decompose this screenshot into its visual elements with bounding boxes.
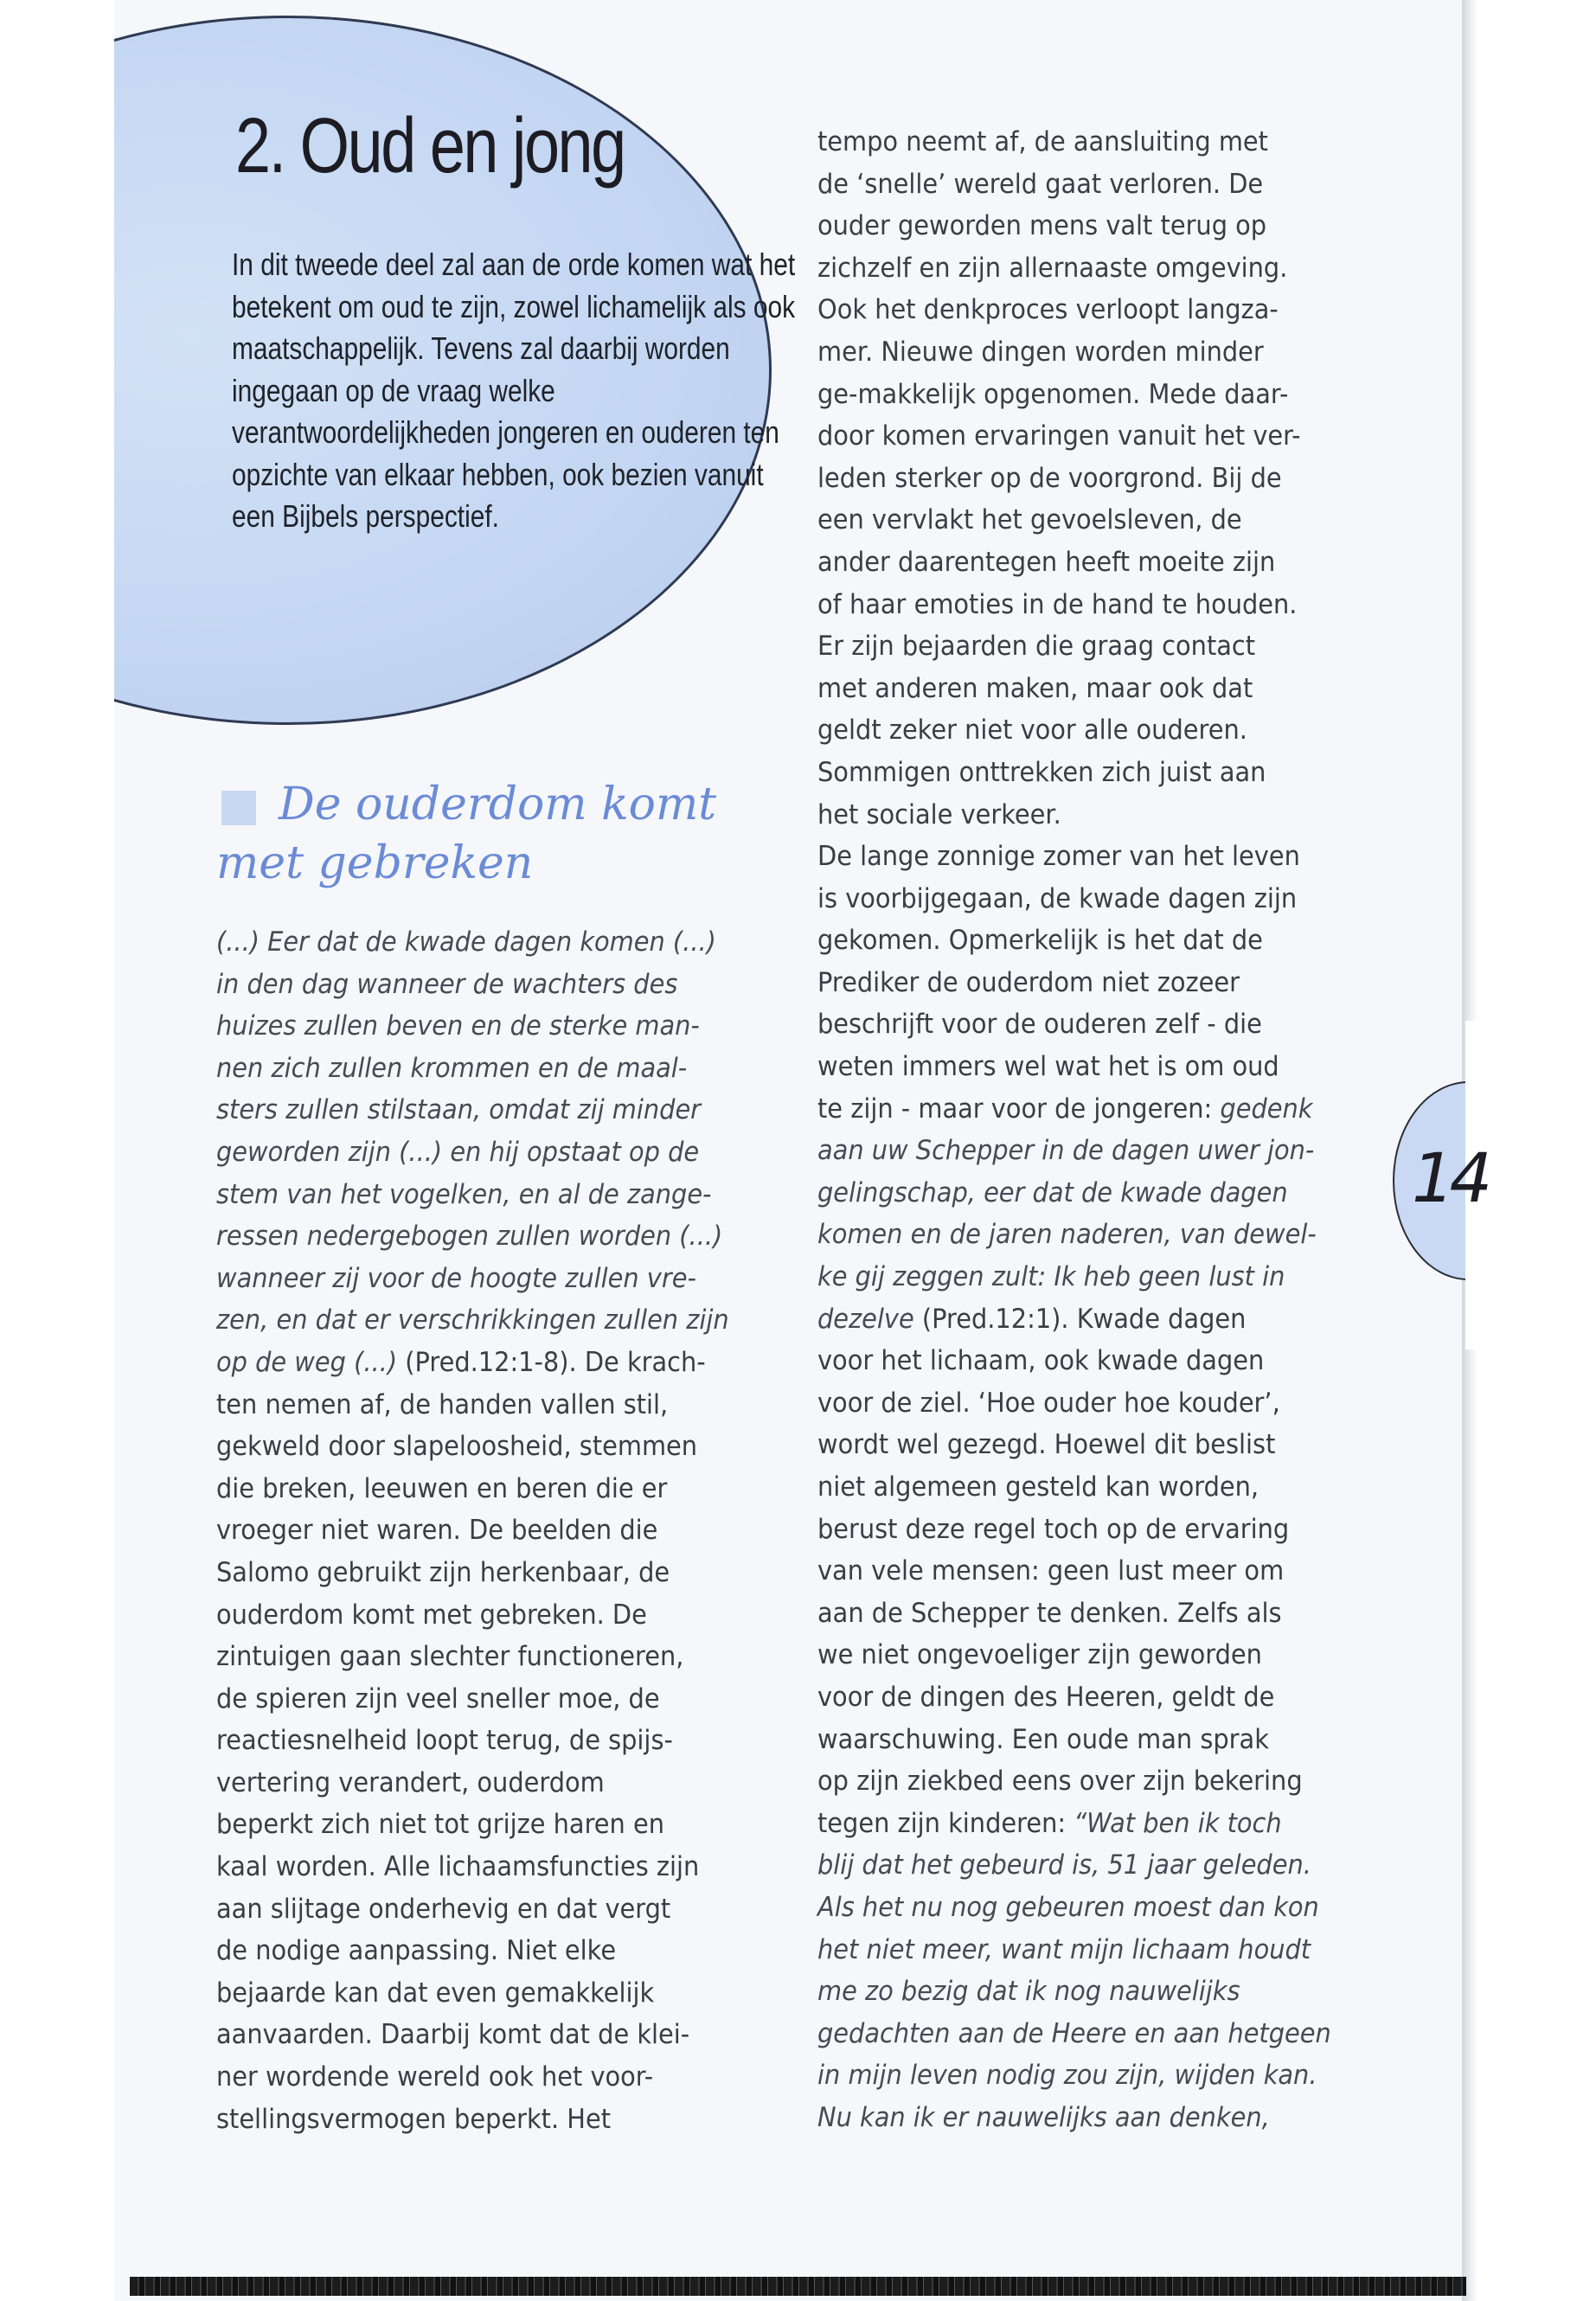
text-run: een vervlakt het gevoelsleven, de (817, 504, 1242, 536)
text-line (817, 1887, 1331, 1929)
text-line (817, 542, 1331, 584)
text-run: gekweld door slapeloosheid, stemmen (216, 1431, 698, 1463)
text-run: stellingsvermogen beperkt. Het (216, 2103, 612, 2135)
left-text-column (216, 921, 729, 2140)
text-line (817, 1634, 1331, 1676)
italic-run: Nu kan ik er nauwelijks aan denken, (817, 2101, 1270, 2133)
italic-run: stem van het vogelken, en al de zange- (216, 1178, 712, 1210)
text-line (817, 499, 1331, 542)
text-run: op zijn ziekbed eens over zijn bekering (817, 1766, 1303, 1798)
text-run: geldt zeker niet voor alle ouderen. (817, 715, 1247, 747)
text-run: mer. Nieuwe dingen worden minder (817, 336, 1264, 368)
text-line (216, 2014, 729, 2056)
text-run: voor de ziel. ‘Hoe ouder hoe kouder’, (817, 1387, 1280, 1419)
text-line (817, 1340, 1331, 1382)
text-run: berust deze regel toch op de ervaring (817, 1513, 1290, 1545)
text-line (216, 1426, 729, 1468)
text-run: ner wordende wereld ook het voor- (216, 2061, 654, 2093)
text-line (216, 921, 729, 964)
text-line (216, 964, 729, 1006)
text-run: voor de dingen des Heeren, geldt de (817, 1681, 1275, 1713)
text-line (216, 1804, 729, 1846)
text-line (216, 1342, 729, 1384)
text-line (817, 205, 1331, 247)
italic-run: “Wat ben ik toch (1074, 1807, 1282, 1839)
text-line (817, 836, 1331, 878)
text-run: wordt wel gezegd. Hoewel dit beslist (817, 1429, 1276, 1461)
text-run: kaal worden. Alle lichaamsfuncties zijn (216, 1851, 700, 1883)
text-line (216, 1089, 729, 1131)
text-line (216, 1384, 729, 1426)
italic-run: wanneer zij voor de hoogte zullen vre- (216, 1262, 696, 1294)
italic-run: gedenk (1220, 1093, 1313, 1125)
text-run: gekomen. Opmerkelijk is het dat de (817, 925, 1263, 957)
text-run: Ook het denkproces verloopt langza- (817, 294, 1279, 326)
text-line (817, 1803, 1331, 1845)
italic-run: ressen nedergebogen zullen worden (...) (216, 1221, 723, 1253)
text-line (216, 1636, 729, 1678)
text-run: de spieren zijn veel sneller moe, de (216, 1682, 660, 1715)
text-run: waarschuwing. Een oude man sprak (817, 1723, 1269, 1755)
text-run: aan de Schepper te denken. Zelfs als (817, 1597, 1282, 1629)
text-line (817, 1382, 1331, 1425)
text-line (817, 1971, 1331, 2013)
section-title: 2. Oud en jong (235, 103, 625, 189)
text-line (216, 1594, 729, 1637)
italic-run: aan uw Schepper in de dagen uwer jon- (817, 1135, 1315, 1167)
text-line (817, 878, 1331, 920)
text-line (216, 1720, 729, 1762)
text-line (216, 1972, 729, 2015)
text-line (216, 1762, 729, 1804)
text-line (817, 752, 1331, 794)
text-run: Salomo gebruikt zijn herkenbaar, de (216, 1556, 670, 1588)
text-line (216, 1299, 729, 1342)
italic-run: zen, en dat er verschrikkingen zullen zijn (216, 1304, 729, 1336)
text-run: vertering verandert, ouderdom (216, 1766, 605, 1798)
text-line (817, 1929, 1331, 1971)
text-line (817, 1593, 1331, 1635)
italic-run: dezelve (817, 1303, 914, 1335)
text-run: ten nemen af, de handen vallen stil, (216, 1388, 669, 1420)
text-run: door komen ervaringen vanuit het ver- (817, 420, 1301, 452)
text-line (216, 1048, 729, 1090)
text-run: voor het lichaam, ook kwade dagen (817, 1345, 1265, 1377)
text-run: tegen zijn kinderen: (817, 1807, 1074, 1839)
text-line (817, 2097, 1331, 2139)
text-line (817, 1172, 1331, 1215)
text-line (817, 1256, 1331, 1298)
italic-run: ke gij zeggen zult: Ik heb geen lust in (817, 1261, 1285, 1293)
subheading: De ouderdom komt met gebreken (216, 779, 717, 889)
text-line (817, 1003, 1331, 1046)
italic-run: huizes zullen beven en de sterke man- (216, 1010, 700, 1042)
text-line (216, 2099, 729, 2141)
text-line (817, 2013, 1331, 2055)
text-run: we niet ongevoeliger zijn geworden (817, 1639, 1262, 1671)
text-line (817, 1719, 1331, 1761)
text-run: de ‘snelle’ wereld gaat verloren. De (817, 168, 1264, 200)
italic-run: Als het nu nog gebeuren moest dan kon (817, 1891, 1319, 1923)
text-line (817, 584, 1331, 626)
text-line (817, 247, 1331, 290)
text-line (216, 1552, 729, 1594)
text-line (817, 1046, 1331, 1088)
text-run: zintuigen gaan slechter functioneren, (216, 1641, 684, 1673)
italic-run: geworden zijn (...) en hij opstaat op de (216, 1136, 700, 1168)
text-run: De lange zonnige zomer van het leven (817, 841, 1300, 873)
text-line (817, 962, 1331, 1004)
text-run: aanvaarden. Daarbij komt dat de klei- (216, 2019, 690, 2051)
text-run: of haar emoties in de hand te houden. (817, 588, 1298, 620)
italic-run: in mijn leven nodig zou zijn, wijden kan. (817, 2060, 1317, 2092)
text-run: Prediker de ouderdom niet zozeer (817, 966, 1240, 998)
text-line (216, 1468, 729, 1510)
text-run: te zijn - maar voor de jongeren: (817, 1093, 1221, 1125)
text-run: weten immers wel wat het is om oud (817, 1051, 1279, 1083)
text-line (817, 374, 1331, 416)
italic-run: blij dat het gebeurd is, 51 jaar geleden. (817, 1849, 1311, 1881)
text-line (216, 1846, 729, 1888)
text-line (216, 1888, 729, 1931)
italic-run: gelingschap, eer dat de kwade dagen (817, 1176, 1288, 1208)
text-run: met anderen maken, maar ook dat (817, 672, 1253, 704)
section-intro: In dit tweede deel zal aan de orde komen wat het betekent om oud te zijn, zowel lichamelijk als ook maatschappelijk. Tevens zal daarbij worden ingegaan op de vraag welke verantwoordelijkheden jongeren en ouderen ten opzichte van elkaar hebben, ook bezien vanuit een Bijbels perspectief. (232, 247, 796, 534)
italic-run: sters zullen stilstaan, omdat zij minder (216, 1094, 702, 1126)
text-line (817, 1298, 1331, 1341)
text-line (817, 1424, 1331, 1466)
text-run: niet algemeen gesteld kan worden, (817, 1471, 1259, 1503)
italic-run: op de weg (...) (216, 1346, 398, 1378)
text-line (817, 458, 1331, 500)
text-line (817, 2054, 1331, 2097)
text-line (817, 121, 1331, 163)
text-run: ouderdom komt met gebreken. De (216, 1599, 647, 1631)
text-line (216, 2056, 729, 2099)
text-line (216, 1509, 729, 1552)
text-line (817, 794, 1331, 836)
text-line (817, 1466, 1331, 1509)
text-run: is voorbijgegaan, de kwade dagen zijn (817, 882, 1298, 914)
text-line (216, 1930, 729, 1972)
italic-run: me zo bezig dat ik nog nauwelijks (817, 1976, 1240, 2008)
text-line (216, 1258, 729, 1300)
text-run: van vele mensen: geen lust meer om (817, 1555, 1285, 1587)
text-line (817, 1760, 1331, 1803)
text-run: bejaarde kan dat even gemakkelijk (216, 1977, 655, 2009)
text-line (817, 1130, 1331, 1172)
text-run: aan slijtage onderhevig en dat vergt (216, 1893, 671, 1925)
text-line (216, 1678, 729, 1721)
text-run: leden sterker op de voorgrond. Bij de (817, 462, 1282, 494)
text-run: die breken, leeuwen en beren die er (216, 1472, 668, 1504)
text-run: beperkt zich niet tot grijze haren en (216, 1809, 664, 1841)
text-run: zichzelf en zijn allernaaste omgeving. (817, 252, 1288, 284)
text-line (216, 1005, 729, 1048)
text-line (817, 331, 1331, 374)
bottom-scan-edge (130, 2277, 1466, 2296)
page-number: 14 (1412, 1140, 1488, 1218)
text-run: reactiesnelheid loopt terug, de spijs- (216, 1725, 673, 1757)
text-line (817, 163, 1331, 206)
text-run: het sociale verkeer. (817, 798, 1061, 830)
text-line (817, 1214, 1331, 1256)
text-line (817, 415, 1331, 458)
text-line (817, 625, 1331, 668)
text-run: (Pred.12:1-8). De krach- (397, 1346, 706, 1378)
right-text-column (817, 121, 1331, 2139)
text-line (817, 709, 1331, 752)
text-run: Er zijn bejaarden die graag contact (817, 631, 1256, 663)
text-run: vroeger niet waren. De beelden die (216, 1515, 658, 1547)
text-run: de nodige aanpassing. Niet elke (216, 1935, 617, 1967)
text-line (216, 1131, 729, 1174)
text-line (817, 668, 1331, 710)
text-run: tempo neemt af, de aansluiting met (817, 126, 1268, 157)
italic-run: gedachten aan de Heere en aan hetgeen (817, 2017, 1331, 2049)
text-run: ander daarentegen heeft moeite zijn (817, 546, 1276, 578)
text-line (817, 1844, 1331, 1887)
text-run: ge-makkelijk opgenomen. Mede daar- (817, 378, 1289, 410)
italic-run: (...) Eer dat de kwade dagen komen (...) (216, 926, 716, 958)
text-run: beschrijft voor de ouderen zelf - die (817, 1009, 1262, 1041)
italic-run: in den dag wanneer de wachters des (216, 968, 678, 1000)
text-line (216, 1174, 729, 1216)
text-line (817, 920, 1331, 962)
text-line (817, 1509, 1331, 1551)
italic-run: het niet meer, want mijn lichaam houdt (817, 1933, 1311, 1965)
text-line (817, 1676, 1331, 1719)
text-run: Sommigen onttrekken zich juist aan (817, 756, 1266, 788)
text-run: (Pred.12:1). Kwade dagen (913, 1303, 1247, 1335)
text-run: ouder geworden mens valt terug op (817, 210, 1267, 242)
text-line (216, 1215, 729, 1258)
text-line (817, 1088, 1331, 1131)
text-line (817, 1550, 1331, 1593)
italic-run: nen zich zullen krommen en de maal- (216, 1052, 688, 1084)
text-line (817, 289, 1331, 331)
italic-run: komen en de jaren naderen, van dewel- (817, 1219, 1317, 1251)
